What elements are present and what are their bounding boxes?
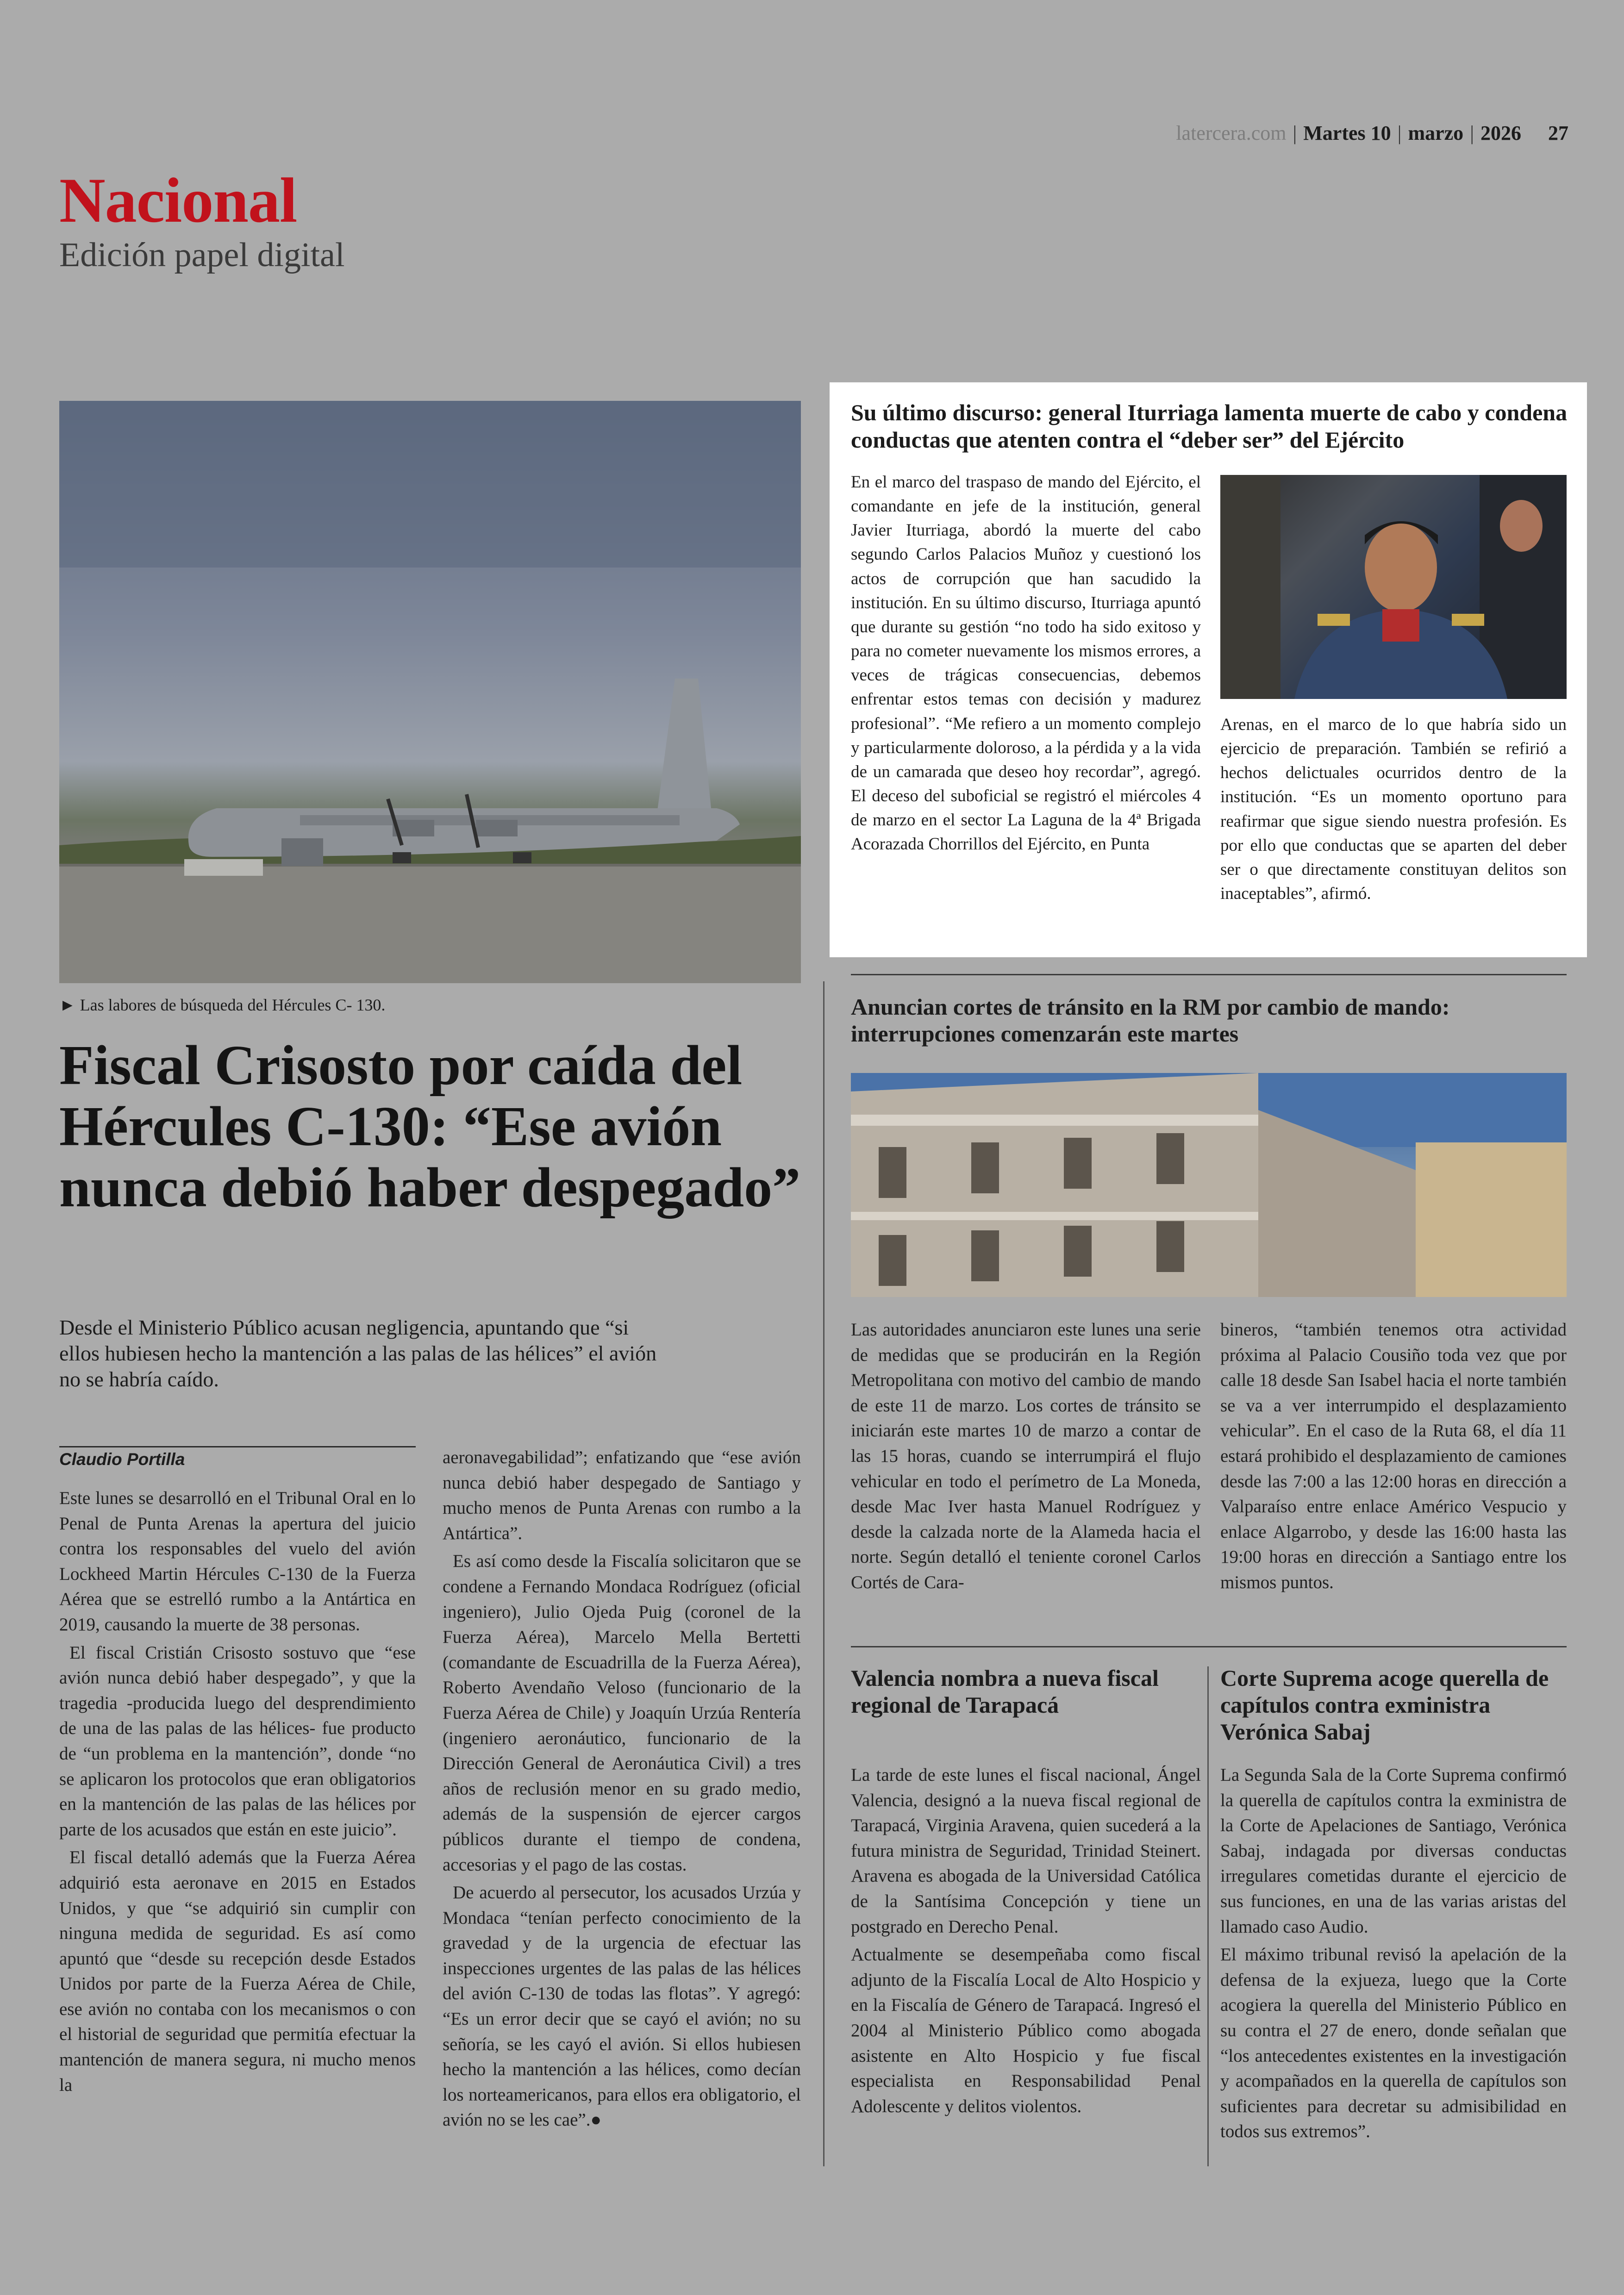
box-story-column-2 — [1220, 713, 1567, 949]
main-dek: Desde el Ministerio Público acusan negligencia, apuntando que “si ellos hubiesen hecho la mantención a las palas de las hélices” el avión no se habría caído. — [59, 1316, 657, 1391]
paragraph: Este lunes se desarrolló en el Tribunal Oral en lo Penal de Punta Arenas la apertura del juicio contra los responsables del vuelo del avión Lockheed Martin Hércules C-130 de la Fuerza Aérea que se estrelló rumbo a la Antártica en 2019, causando la muerte de 38 personas. — [59, 1488, 416, 1634]
paragraph: El fiscal detalló además que la Fuerza Aérea adquirió esta aeronave en 2015 en Estados Unidos, y que “se adquirió sin cumplir con ninguna medida de seguridad. Es así como apuntó que “desde su recepción desde Estados Unidos por parte de la Fuerza Aérea de Chile, ese avión no contaba con los mecanismos o con el historial de seguridad que permitía efectuar la mantención de manera segura, ni mucho menos la — [59, 1847, 416, 2095]
main-headline: Fiscal Crisosto por caída del Hércules C-130: “Ese avión nunca debió haber despegado” — [59, 1034, 801, 1219]
issue-month: marzo — [1408, 122, 1464, 144]
column-divider — [1207, 1666, 1209, 2166]
separator: | — [1470, 122, 1474, 144]
section-subtitle: Edición papel digital — [59, 236, 345, 274]
main-story-column-1 — [59, 1486, 416, 2166]
page-number: 27 — [1548, 122, 1568, 144]
issue-day: Martes 10 — [1303, 122, 1391, 144]
sabaj-headline: Corte Suprema acoge querella de capítulos contra exministra Verónica Sabaj — [1220, 1665, 1549, 1745]
aircraft-photo — [59, 401, 801, 983]
paragraph: En el marco del traspaso de mando del Ejército, el comandante en jefe de la institución, general Javier Iturriaga, abordó la muerte del cabo segundo Carlos Palacios Muñoz y cuestionó los actos de corrupción que han sacudido la institución. En su último discurso, Iturriaga apuntó que durante su gestión “no todo ha sido exitoso y para no cometer nuevamente los mismos errores, a veces de trágicas consecuencias, debemos enfrentar estos temas con decisión y madurez profesional”. “Me refiero a un momento complejo y particularmente doloroso, a la pérdida y a la vida de un camarada que deseo hoy recordar”, agregó. El deceso del suboficial se registró el miércoles 4 de marzo en el sector La Laguna de la 4ª Brigada Acorazada Chorrillos del Ejército, en Punta — [851, 473, 1201, 854]
paragraph: El máximo tribunal revisó la apelación de la defensa de la exjueza, luego que la Corte acogiera la querella del Ministerio Público en su contra el 27 de enero, donde señalan que “los antecedentes existentes en la investigación y acompañados en la querella de capítulos son suficientes para decretar su admisibilidad en todos sus extremos”. — [1220, 1945, 1567, 2142]
paragraph: El fiscal Cristián Crisosto sostuvo que “ese avión nunca debió haber despegado”, y que la tragedia -producida luego del desprendimiento de una de las palas de las hélices- fue producto de “un problema en la mantención”, donde “no se aplicaron los protocolos que eran obligatorios en la mantención de las palas de las hélices por parte de los acusados que están en este juicio”. — [59, 1642, 416, 1840]
separator: | — [1293, 122, 1297, 144]
paragraph: bineros, “también tenemos otra actividad próxima al Palacio Cousiño toda vez que por calle 18 desde San Isabel hacia el norte también se va a ver interrumpido el desplazamiento vehicular”. En el caso de la Ruta 68, el día 11 estará prohibido el desplazamiento de camiones desde las 7:00 a las 12:00 horas en dirección a Valparaíso entre enlace Américo Vespucio y enlace Algarrobo, y desde las 16:00 hasta las 19:00 horas en dirección a Santiago entre los mismos puntos. — [1220, 1320, 1567, 1592]
transit-story-column-2 — [1220, 1317, 1567, 1618]
valencia-headline: Valencia nombra a nueva fiscal regional de Tarapacá — [851, 1665, 1159, 1718]
section-rule — [851, 1646, 1567, 1647]
transit-story-column-1 — [851, 1317, 1201, 1618]
column-divider — [823, 981, 824, 2166]
separator: | — [1397, 122, 1402, 144]
author-rule — [59, 1446, 416, 1447]
paragraph: Las autoridades anunciaron este lunes una serie de medidas que se producirán en la Región Metropolitana con motivo del cambio de mando de este 11 de marzo. Los cortes de tránsito se iniciarán este martes 10 de marzo a contar de las 15 horas, cuando se interrumpirá el flujo vehicular en todo el perímetro de La Moneda, desde Mac Iver hasta Manuel Rodríguez y desde la calzada norte de la Alameda hacia el norte. Según detalló el teniente coronel Carlos Cortés de Cara- — [851, 1320, 1201, 1592]
transit-headline: Anuncian cortes de tránsito en la RM por cambio de mando: interrupciones comenzarán este martes — [851, 994, 1450, 1047]
paragraph: Es así como desde la Fiscalía solicitaron que se condene a Fernando Mondaca Rodríguez (oficial ingeniero), Julio Ojeda Puig (coronel de la Fuerza Aérea), Marcelo Mella Bertetti (comandante de Escuadrilla de la Fuerza Aérea), Roberto Avendaño Veloso (funcionario de la Fuerza Aérea de Chile) y Joaquín Urzúa Rentería (ingeniero aeronáutico, funcionario de la Dirección General de Aeronáutica Civil) a tres años de reclusión menor en su grado medio, además de la suspensión de ejercer cargos públicos durante el tiempo de condena, accesorias y el pago de las costas. — [443, 1551, 801, 1875]
paragraph: aeronavegabilidad”; enfatizando que “ese avión nunca debió haber despegado de Santiago y mucho menos de Punta Arenas con rumbo a la Antártica”. — [443, 1447, 801, 1543]
box-headline: Su último discurso: general Iturriaga lamenta muerte de cabo y condena conductas que atenten contra el “deber ser” del Ejército — [851, 399, 1568, 453]
issue-year: 2026 — [1480, 122, 1521, 144]
main-story-column-2 — [443, 1445, 801, 2167]
paragraph: Actualmente se desempeñaba como fiscal adjunto de la Fiscalía Local de Alto Hospicio y en la Fiscalía de Género de Tarapacá. Ingresó el 2004 al Ministerio Público como abogada asistente en Alto Hospicio y fue fiscal especialista en Responsabilidad Penal Adolescente y delitos violentos. — [851, 1945, 1201, 2116]
sabaj-story-body — [1220, 1763, 1567, 2170]
paragraph: La tarde de este lunes el fiscal nacional, Ángel Valencia, designó a la nueva fiscal regional de Tarapacá, Virginia Aravena, quien sucederá a la futura ministra de Seguridad, Trinidad Steinert. Aravena es abogada de la Universidad Católica de la Santísima Concepción y tiene un postgrado en Derecho Penal. — [851, 1765, 1201, 1937]
general-portrait-photo — [1220, 475, 1567, 699]
site-name[interactable]: latercera.com — [1176, 122, 1287, 144]
valencia-story-body — [851, 1763, 1201, 2170]
section-rule — [851, 974, 1567, 975]
section-title: Nacional — [59, 165, 297, 236]
la-moneda-photo — [851, 1073, 1567, 1297]
paragraph: Arenas, en el marco de lo que habría sido un ejercicio de preparación. También se refirió a hechos delictuales ocurridos dentro de la institución. “Es un momento oportuno para reafirmar que sigue siendo nuestra profesión. Es por ello que conductas que se aparten del deber ser o que directamente constituyan delitos son inaceptables”, afirmó. — [1220, 715, 1567, 904]
author-byline: Claudio Portilla — [59, 1450, 185, 1469]
paragraph: De acuerdo al persecutor, los acusados Urzúa y Mondaca “tenían perfecto conocimiento de la gravedad y de la urgencia de efectuar las inspecciones urgentes de las palas de las hélices del avión C-130 de todas las flotas”. Y agregó: “Es un error decir que se cayó el avión; no su señoría, se les cayó el avión. Si ellos hubiesen hecho la mantención a las hélices, como decían los norteamericanos, para ellos era obligatorio, el avión no se les cae”.● — [443, 1883, 801, 2130]
paragraph: La Segunda Sala de la Corte Suprema confirmó la querella de capítulos contra la exministra de la Corte de Apelaciones de Santiago, Verónica Sabaj, indagada por diversas conductas irregulares cometidas durante el ejercicio de sus funciones, en una de las varias aristas del llamado caso Audio. — [1220, 1765, 1567, 1937]
box-story-column-1 — [851, 470, 1201, 947]
page-masthead — [1176, 121, 1568, 145]
photo-caption: ► Las labores de búsqueda del Hércules C- 130. — [59, 996, 386, 1014]
